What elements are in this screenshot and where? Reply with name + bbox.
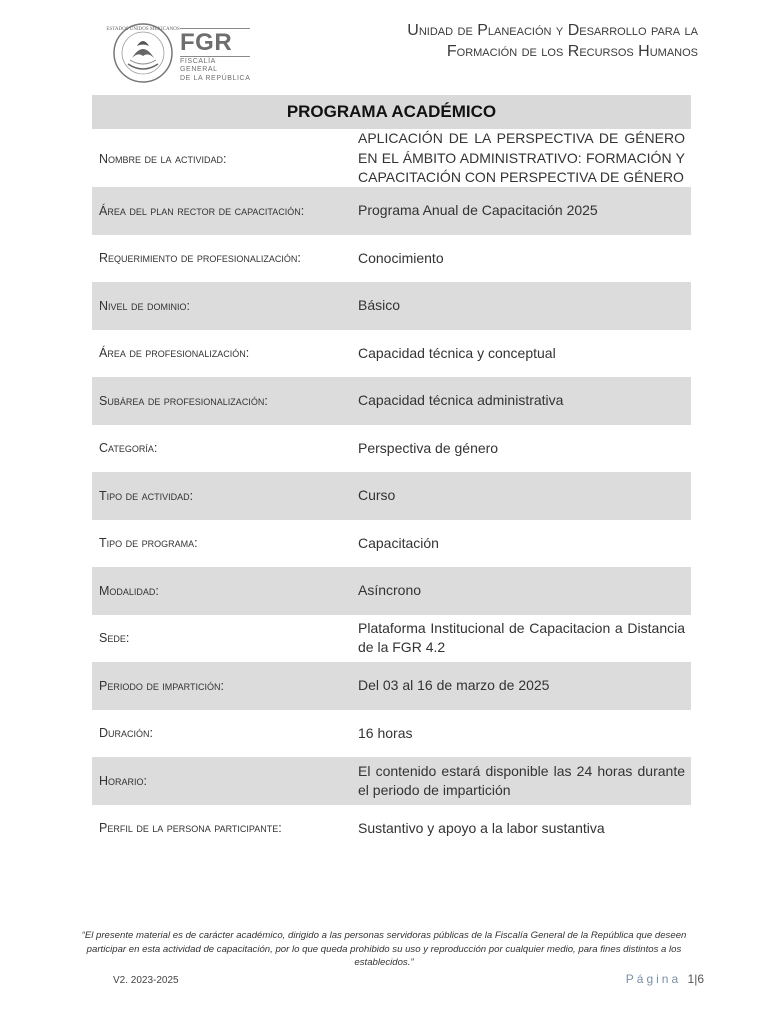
table-row [92, 235, 691, 283]
row-value: APLICACIÓN DE LA PERSPECTIVA DE GÉNERO EN EL ÁMBITO ADMINISTRATIVO: FORMACIÓN Y CAPACITACIÓN CON PERSPECTIVA DE GÉNERO [358, 130, 685, 185]
unit-title [278, 20, 698, 62]
fgr-logo [180, 28, 252, 83]
row-label: Tipo de actividad: [99, 488, 194, 503]
table-row [92, 805, 691, 853]
page-separator: | [694, 972, 698, 986]
row-label: Requerimiento de profesionalización: [99, 251, 301, 266]
page-current: 1 [687, 972, 695, 986]
table-row [92, 615, 691, 663]
row-value: 16 horas [358, 724, 413, 741]
row-label: Categoría: [99, 441, 158, 456]
table-row [92, 567, 691, 615]
row-label: Tipo de programa: [99, 536, 198, 551]
row-value: Capacidad técnica y conceptual [358, 344, 556, 361]
page-word: Página [625, 972, 682, 986]
table-row [92, 282, 691, 330]
row-value: Plataforma Institucional de Capacitacion a Distancia de la FGR 4.2 [358, 620, 685, 656]
svg-text:ESTADOS UNIDOS MEXICANOS: ESTADOS UNIDOS MEXICANOS [106, 27, 180, 32]
unit-title-line1: Unidad de Planeación y Desarrollo para la [407, 22, 698, 39]
row-value: Conocimiento [358, 249, 444, 266]
row-label: Duración: [99, 726, 154, 741]
row-value: Básico [358, 297, 401, 314]
table-row [92, 520, 691, 568]
disclaimer-note: “El presente material es de carácter académico, dirigido a las personas servidoras públicas de la Fiscalía General de la República que deseen participar en esta actividad de capacitación, por lo que queda prohibido su uso y reproducción por cualquier medio, para fines distintos a los establecidos.” [81, 930, 687, 968]
table-row [92, 425, 691, 473]
row-value: Programa Anual de Capacitación 2025 [358, 202, 598, 219]
row-label: Horario: [99, 773, 148, 788]
version-label: V2. 2023-2025 [113, 975, 179, 986]
row-label: Perfil de la persona participante: [99, 821, 282, 836]
fgr-logo-text: FGR [180, 29, 233, 56]
table-row [92, 187, 691, 235]
table-row [92, 129, 691, 187]
unit-title-line2: Formación de los Recursos Humanos [446, 43, 698, 60]
row-value: Perspectiva de género [358, 439, 499, 456]
row-value: Curso [358, 487, 396, 504]
national-seal-icon [106, 22, 180, 84]
row-label: Sede: [99, 631, 130, 646]
row-value: Asíncrono [358, 582, 422, 599]
fgr-logo-subtitle-2: DE LA REPÚBLICA [180, 75, 251, 82]
row-value: Capacidad técnica administrativa [358, 392, 564, 409]
row-label: Nivel de dominio: [99, 298, 190, 313]
row-label: Periodo de impartición: [99, 678, 224, 693]
row-label: Subárea de profesionalización: [99, 393, 268, 408]
table-row [92, 757, 691, 805]
row-value: Del 03 al 16 de marzo de 2025 [358, 677, 550, 694]
row-label: Área del plan rector de capacitación: [99, 203, 305, 218]
table-row [92, 330, 691, 378]
page-number [626, 972, 704, 986]
page-header [0, 0, 768, 92]
table-row [92, 472, 691, 520]
row-value: El contenido estará disponible las 24 horas durante el periodo de impartición [358, 762, 685, 798]
table-row [92, 377, 691, 425]
row-value: Sustantivo y apoyo a la labor sustantiva [358, 819, 605, 836]
row-label: Nombre de la actividad: [99, 152, 227, 166]
fgr-logo-subtitle-1: FISCALÍA GENERAL [180, 58, 218, 73]
page-total: 6 [697, 972, 704, 986]
table-row [92, 662, 691, 710]
row-value: Capacitación [358, 534, 439, 551]
table-title: PROGRAMA ACADÉMICO [92, 95, 691, 129]
academic-program-table [92, 95, 691, 852]
row-label: Área de profesionalización: [99, 346, 250, 361]
table-row [92, 710, 691, 758]
row-label: Modalidad: [99, 583, 159, 598]
